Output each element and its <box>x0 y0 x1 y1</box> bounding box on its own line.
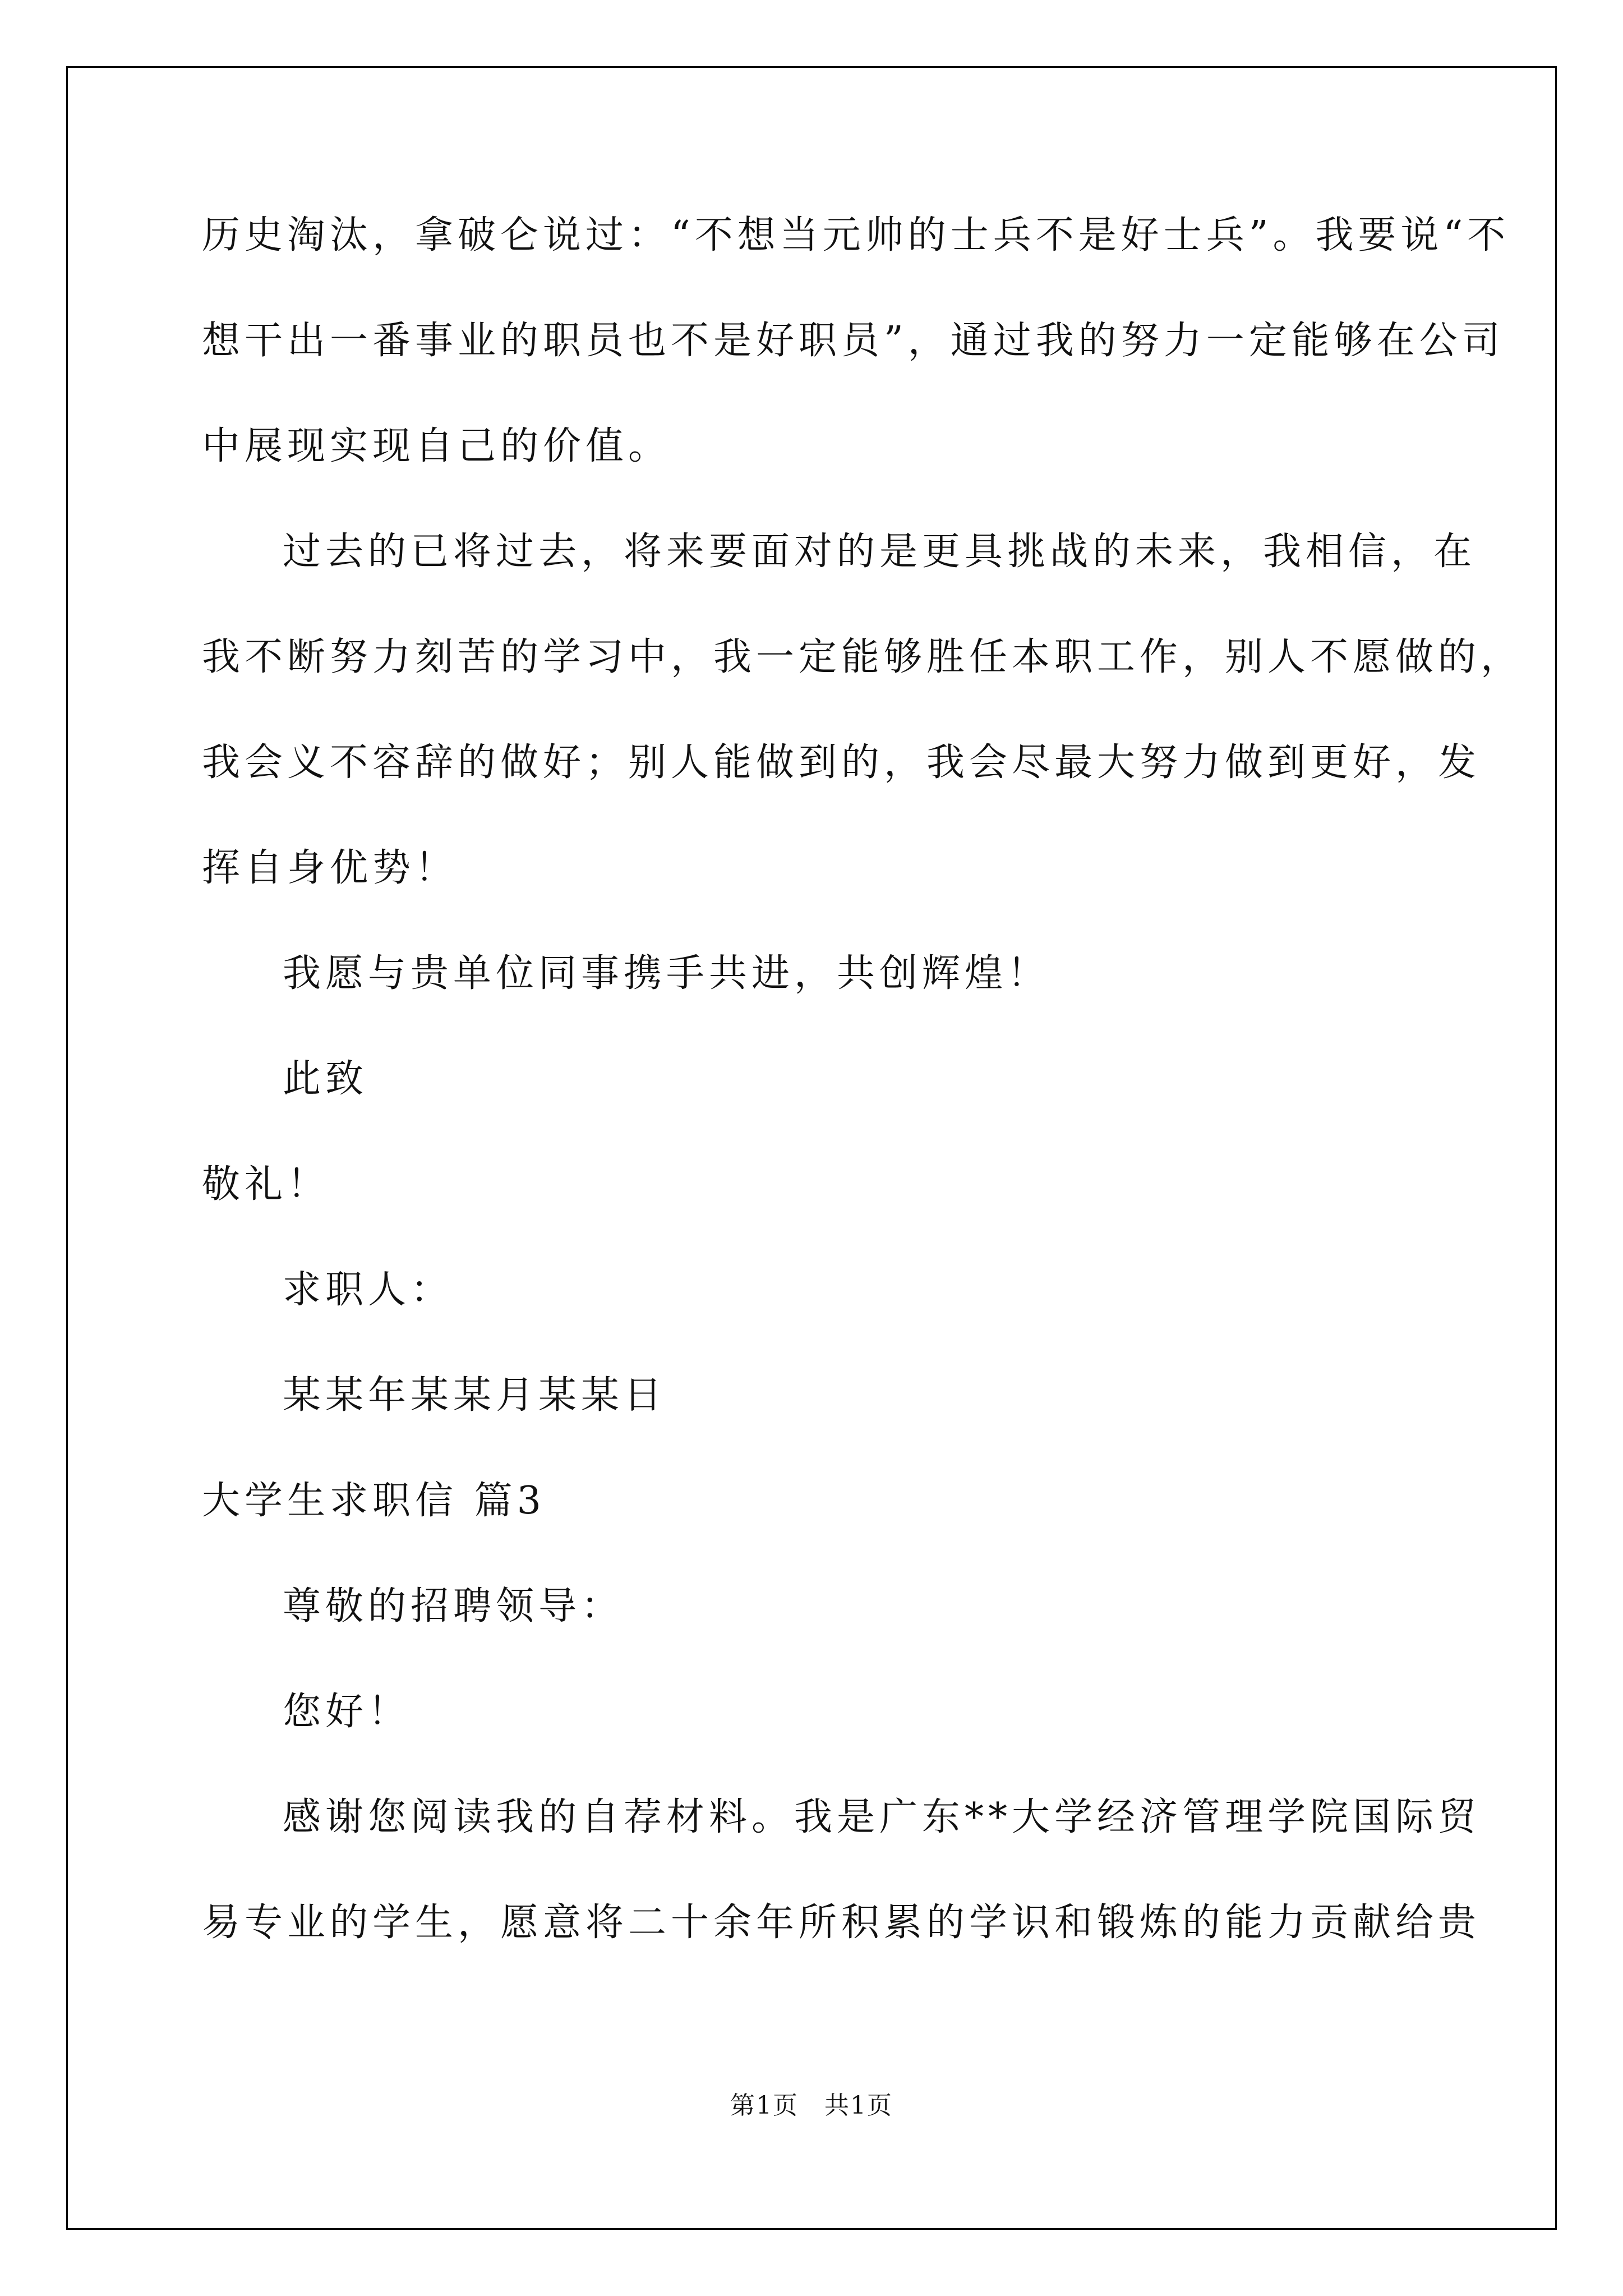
date-line: 某某年某某月某某日 <box>283 1373 667 1418</box>
text-line: 过去的已将过去，将来要面对的是更具挑战的未来，我相信，在 <box>283 530 1477 574</box>
text-line: 想干出一番事业的职员也不是好职员”，通过我的努力一定能够在公司 <box>202 319 1505 363</box>
text-line: 挥自身优势！ <box>202 846 458 890</box>
text-line: 易专业的学生，愿意将二十余年所积累的学识和锻炼的能力贡献给贵 <box>202 1901 1481 1945</box>
text-line: 我愿与贵单位同事携手共进，共创辉煌！ <box>283 951 1050 996</box>
text-line: 我不断努力刻苦的学习中，我一定能够胜任本职工作，别人不愿做的， <box>202 635 1524 679</box>
letter-greeting: 尊敬的招聘领导： <box>283 1584 624 1628</box>
section-heading: 大学生求职信 篇3 <box>202 1479 546 1523</box>
page-footer: 第1页 共1页 <box>730 2091 893 2120</box>
closing-salutation: 此致 <box>283 1057 368 1101</box>
text-line: 历史淘汰，拿破仑说过：“不想当元帅的士兵不是好士兵”。我要说“不 <box>202 213 1510 257</box>
text-line: 我会义不容辞的做好；别人能做到的，我会尽最大努力做到更好，发 <box>202 740 1481 785</box>
text-line: 感谢您阅读我的自荐材料。我是广东**大学经济管理学院国际贸 <box>283 1795 1481 1839</box>
signature-label: 求职人： <box>283 1268 454 1312</box>
text-line: 中展现实现自己的价值。 <box>202 424 671 468</box>
letter-hello: 您好！ <box>283 1690 411 1734</box>
closing-regards: 敬礼！ <box>202 1162 330 1207</box>
